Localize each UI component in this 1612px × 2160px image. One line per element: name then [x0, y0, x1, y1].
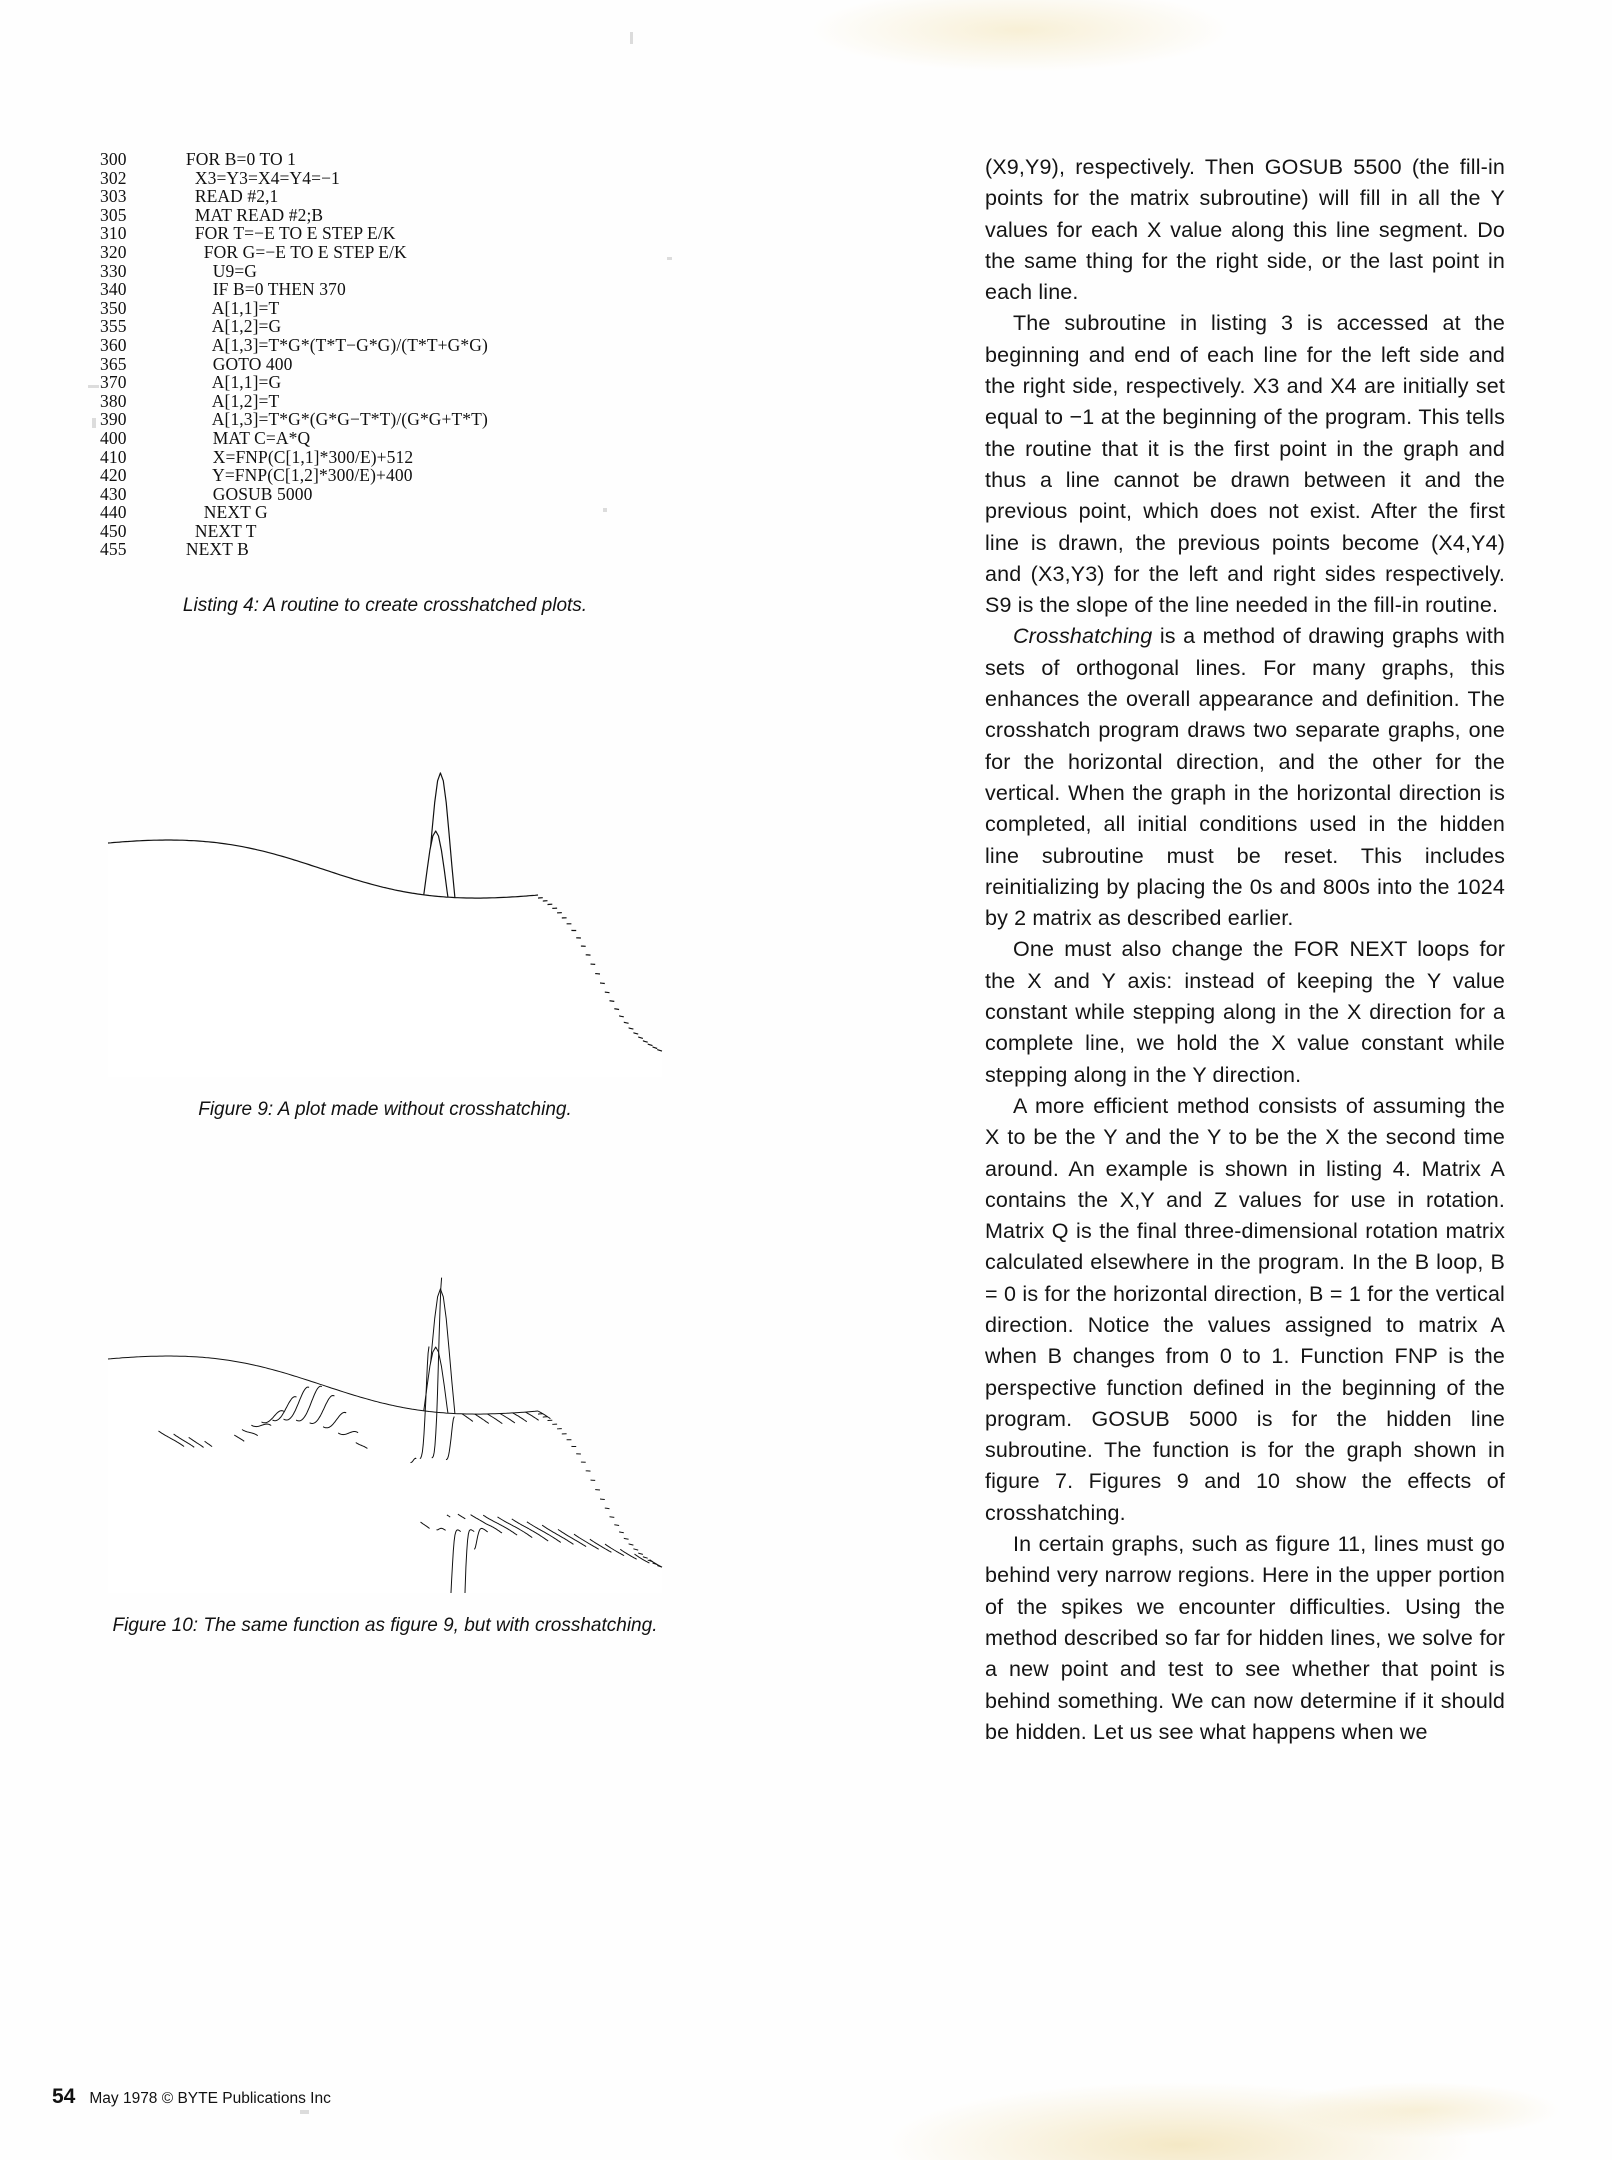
- listing-line: [100, 373, 670, 392]
- listing-line: [100, 503, 670, 522]
- listing-line-number: 320: [100, 241, 127, 262]
- listing-line-number: 430: [100, 483, 127, 504]
- listing-line-code: FOR G=−E TO E STEP E/K: [168, 241, 407, 262]
- body-paragraph: (X9,Y9), respectively. Then GOSUB 5500 (the fill-in points for the matrix subroutine) will fill in all the Y values for each X value along this line segment. Do the same thing for the right side, or the last point in each line.: [985, 155, 1505, 305]
- listing-line-code: NEXT G: [168, 502, 268, 523]
- listing-line: [100, 429, 670, 448]
- listing-line-number: 302: [100, 167, 127, 188]
- body-paragraph: The subroutine in listing 3 is accessed at the beginning and end of each line for the left side and the right side, respectively. X3 and X4 are initially set equal to −1 at the beginning of the program. This tells the routine that it is the first point in the graph and thus a line cannot be drawn between it and the previous point, which does not exist. After the first line is drawn, the previous points become (X4,Y4) and (X3,Y3) for the left and right sides respectively. S9 is the slope of the line needed in the fill-in routine.: [985, 311, 1505, 618]
- page-number: 54: [52, 2085, 76, 2108]
- listing-line-number: 400: [100, 427, 127, 448]
- listing-line: [100, 410, 670, 429]
- listing-line-code: Y=FNP(C[1,2]*300/E)+400: [168, 465, 413, 486]
- article-body: [985, 152, 1505, 1748]
- listing-line-number: 450: [100, 520, 127, 541]
- body-paragraph: One must also change the FOR NEXT loops for the X and Y axis: instead of keeping the Y value constant while stepping along in the X direction for a complete line, we hold the X value constant while stepping along in the Y direction.: [985, 937, 1505, 1087]
- figure-10: [100, 1163, 670, 1637]
- listing-line-number: 340: [100, 279, 127, 300]
- listing-line-code: READ #2,1: [168, 186, 279, 207]
- listing-line-number: 370: [100, 372, 127, 393]
- listing-line-code: NEXT T: [168, 520, 257, 541]
- listing-line-code: A[1,2]=G: [168, 316, 282, 337]
- scan-speckle: [300, 2110, 309, 2114]
- listing-line-code: A[1,3]=T*G*(T*T−G*G)/(T*T+G*G): [168, 334, 488, 355]
- code-listing-4: [100, 150, 670, 559]
- listing-line-code: U9=G: [168, 260, 258, 281]
- body-paragraph: In certain graphs, such as figure 11, lines must go behind very narrow regions. Here in the upper portion of the spikes we encounter difficulties. Using the method described so far for hidden lines, we solve for a new point and test to see whether that point is behind something. We can now determine if it should be hidden. Let us see what happens when we: [985, 1532, 1505, 1744]
- emphasis-term: Crosshatching: [1013, 624, 1153, 649]
- listing-line-code: FOR B=0 TO 1: [168, 149, 297, 169]
- figure-10-plot: [105, 1163, 665, 1593]
- listing-line: [100, 355, 670, 374]
- listing-line: [100, 466, 670, 485]
- figure-9-caption: Figure 9: A plot made without crosshatching.: [198, 1099, 572, 1121]
- listing-line: [100, 224, 670, 243]
- page-footer: [52, 2085, 331, 2109]
- listing-line: [100, 280, 670, 299]
- listing-line: [100, 206, 670, 225]
- listing-line-number: 365: [100, 353, 127, 374]
- listing-line-number: 410: [100, 446, 127, 467]
- listing-line-number: 355: [100, 316, 127, 337]
- listing-line-code: GOSUB 5000: [168, 483, 313, 504]
- scan-speckle: [630, 32, 633, 44]
- listing-line-number: 310: [100, 223, 127, 244]
- listing-line: [100, 169, 670, 188]
- listing-line-number: 360: [100, 334, 127, 355]
- listing-line-code: X3=Y3=X4=Y4=−1: [168, 167, 340, 188]
- listing-line-number: 303: [100, 186, 127, 207]
- listing-line-number: 455: [100, 539, 127, 560]
- listing-line-code: NEXT B: [168, 539, 249, 560]
- listing-line-code: IF B=0 THEN 370: [168, 279, 346, 300]
- listing-line-code: X=FNP(C[1,1]*300/E)+512: [168, 446, 414, 467]
- listing-line: [100, 485, 670, 504]
- figure-9: [100, 647, 670, 1121]
- figure-9-plot: [105, 647, 665, 1077]
- listing-line-number: 390: [100, 409, 127, 430]
- listing-line-number: 300: [100, 149, 127, 169]
- listing-line: [100, 522, 670, 541]
- listing-line-code: MAT C=A*Q: [168, 427, 311, 448]
- left-column: [100, 150, 670, 1637]
- surface-mask: [108, 1356, 538, 1593]
- listing-line: [100, 150, 670, 169]
- listing-line-code: MAT READ #2;B: [168, 204, 324, 225]
- listing-line-code: A[1,2]=T: [168, 390, 280, 411]
- listing-line: [100, 392, 670, 411]
- listing-line-number: 420: [100, 465, 127, 486]
- scan-speckle: [88, 385, 99, 388]
- listing-line: [100, 448, 670, 467]
- listing-line-code: FOR T=−E TO E STEP E/K: [168, 223, 396, 244]
- listing-line: [100, 336, 670, 355]
- body-paragraph: Crosshatching is a method of drawing graphs with sets of orthogonal lines. For many graphs, this enhances the overall appearance and definition. The crosshatch program draws two separate graphs, one for the horizontal direction, and the other for the vertical. When the graph in the horizontal direction is completed, all initial conditions used in the hidden line subroutine must be reset. This includes reinitializing by placing the 0s and 800s into the 1024 by 2 matrix as described earlier.: [985, 624, 1505, 931]
- publication-imprint: May 1978 © BYTE Publications Inc: [89, 2090, 331, 2107]
- listing-line: [100, 299, 670, 318]
- listing-line-number: 440: [100, 502, 127, 523]
- listing-line: [100, 243, 670, 262]
- listing-line-number: 330: [100, 260, 127, 281]
- listing-line: [100, 317, 670, 336]
- scan-speckle: [92, 418, 96, 428]
- surface-mask: [108, 840, 538, 1077]
- listing-line-code: A[1,3]=T*G*(G*G−T*T)/(G*G+T*T): [168, 409, 488, 430]
- listing-line-number: 305: [100, 204, 127, 225]
- listing-line: [100, 540, 670, 559]
- listing-line-code: A[1,1]=T: [168, 297, 280, 318]
- listing-line-code: GOTO 400: [168, 353, 293, 374]
- listing-line-number: 380: [100, 390, 127, 411]
- listing-line-code: A[1,1]=G: [168, 372, 282, 393]
- listing-line: [100, 187, 670, 206]
- listing-4-caption: Listing 4: A routine to create crosshatched plots.: [182, 595, 588, 617]
- figure-10-caption: Figure 10: The same function as figure 9, but with crosshatching.: [112, 1615, 658, 1637]
- listing-line-number: 350: [100, 297, 127, 318]
- body-paragraph: A more efficient method consists of assuming the X to be the Y and the Y to be the X the second time around. An example is shown in listing 4. Matrix A contains the X,Y and Z values for use in rotation. Matrix Q is the final three-dimensional rotation matrix calculated elsewhere in the program. In the B loop, B = 0 is for the horizontal direction, B = 1 for the vertical direction. Notice the values assigned to matrix A when B changes from 0 to 1. Function FNP is the perspective function defined in the beginning of the program. GOSUB 5000 is for the hidden line subroutine. The function is for the graph shown in figure 7. Figures 9 and 10 show the effects of crosshatching.: [985, 1093, 1505, 1525]
- listing-line: [100, 262, 670, 281]
